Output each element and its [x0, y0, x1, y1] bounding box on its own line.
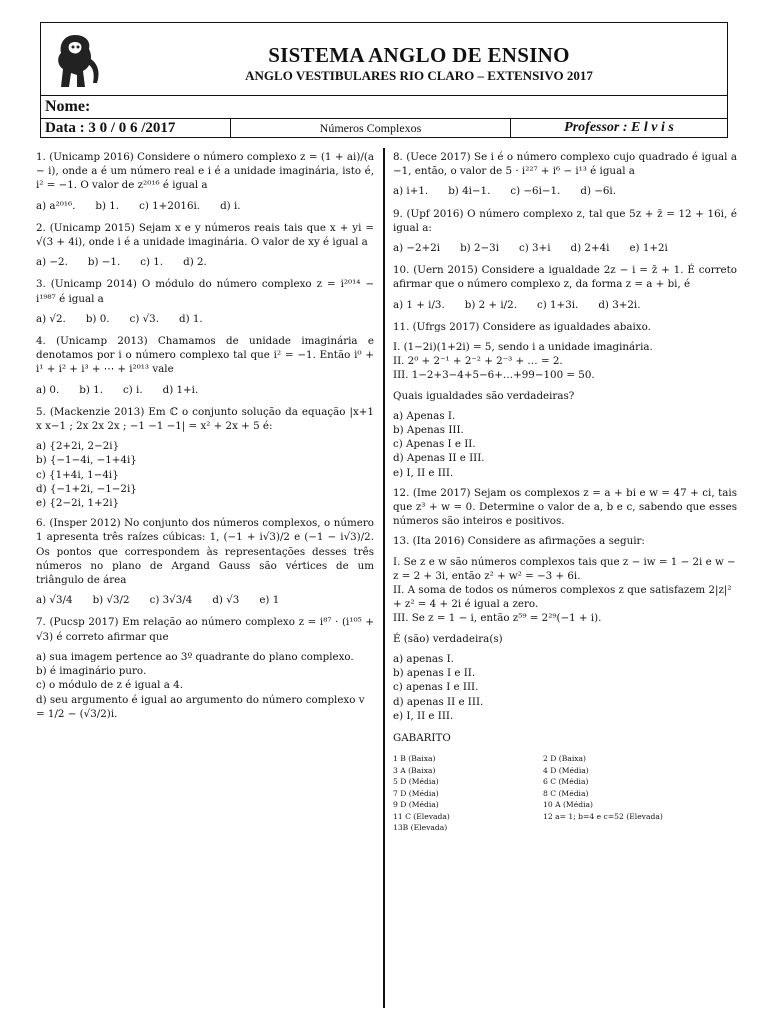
statement-list — [393, 555, 737, 626]
list-item: b) Apenas III. — [393, 424, 464, 437]
answer-option: a) 1 + i/3. — [393, 298, 445, 311]
lion-logo-icon — [47, 27, 117, 93]
answer-key-grid — [393, 753, 693, 834]
answer-key-item: 13B (Elevada) — [393, 823, 448, 833]
list-item: II. A soma de todos os números complexos z que satisfazem 2|z|² + z² = 4 + 2i é igual a zero. — [393, 584, 732, 611]
answer-options — [36, 199, 374, 213]
question-text: 13. (Ita 2016) Considere as afirmações a seguir: — [393, 535, 645, 548]
answer-option: a) a²⁰¹⁶. — [36, 199, 76, 212]
list-item: e) I, II e III. — [393, 466, 454, 479]
answer-key-item: 3 A (Baixa) — [393, 765, 436, 775]
answer-option: c) 1+2016i. — [139, 199, 201, 212]
answer-list — [393, 409, 737, 480]
answer-option: c) 1+3i. — [536, 298, 579, 311]
question-text: 5. (Mackenzie 2013) Em ℂ o conjunto solução da equação |x+1 x x−1 ; 2x 2x 2x ; −1 −1 −1| = x² + 2x + 5 é: — [36, 405, 374, 433]
answer-option: d) i. — [220, 199, 241, 212]
header-box — [40, 22, 728, 138]
answer-key-item: 8 C (Média) — [543, 788, 589, 798]
answer-option: a) i+1. — [393, 185, 429, 198]
statement-list — [36, 650, 374, 721]
list-item: III. 1−2+3−4+5−6+…+99−100 = 50. — [393, 369, 595, 382]
list-item: b) {−1−4i, −1+4i} — [36, 454, 137, 467]
answer-option: b) 2−3i — [460, 242, 499, 255]
answer-option: d) 2. — [183, 256, 207, 269]
answer-options — [36, 593, 374, 607]
answer-options — [36, 312, 374, 326]
right-column — [393, 150, 737, 834]
answer-key-item: 10 A (Média) — [543, 800, 593, 810]
answer-option: c) i. — [122, 383, 143, 396]
list-item: b) é imaginário puro. — [36, 665, 147, 678]
list-item: a) {2+2i, 2−2i} — [36, 440, 120, 453]
list-item: a) sua imagem pertence ao 3º quadrante do plano complexo. — [36, 650, 354, 663]
list-item: a) apenas I. — [393, 652, 454, 665]
list-item: I. (1−2i)(1+2i) = 5, sendo i a unidade imaginária. — [393, 341, 653, 354]
question-text: 8. (Uece 2017) Se i é o número complexo cujo quadrado é igual a −1, então, o valor de 5 · i²²⁷ + i⁶ − i¹³ é igual a — [393, 151, 737, 178]
left-column — [36, 150, 374, 727]
answer-option: a) −2. — [36, 256, 68, 269]
answer-option: d) 1. — [179, 312, 203, 325]
info-row — [41, 118, 727, 137]
list-item: d) seu argumento é igual ao argumento do número complexo v = 1/2 − (√3/2)i. — [36, 693, 365, 720]
answer-key-item: 12 a= 1; b=4 e c=52 (Elevada) — [543, 811, 663, 821]
list-item: a) Apenas I. — [393, 409, 456, 422]
answer-option: c) 3+i — [519, 242, 551, 255]
answer-key-item: 5 D (Média) — [393, 777, 439, 787]
answer-option: c) 1. — [140, 256, 164, 269]
answer-option: b) −1. — [87, 256, 121, 269]
statement-list — [36, 439, 374, 510]
list-item: d) {−1+2i, −1−2i} — [36, 482, 137, 495]
answer-option: d) 1+i. — [162, 383, 199, 396]
answer-key-item: 7 D (Média) — [393, 788, 439, 798]
answer-option: a) √3/4 — [36, 594, 73, 607]
question-prompt: É (são) verdadeira(s) — [393, 632, 503, 645]
answer-option: b) 0. — [85, 312, 110, 325]
list-item: b) apenas I e II. — [393, 667, 476, 680]
question-text: 6. (Insper 2012) No conjunto dos números complexos, o número 1 apresenta três raízes cúbicas: 1, (−1 + i√3)/2 e (−1 − i√3)/2. Os pontos que correspondem às representações desses três números no plano de Argand Gauss são vértices de um triângulo de área — [36, 517, 374, 587]
answer-option: d) 2+4i — [570, 242, 610, 255]
page-title: SISTEMA ANGLO DE ENSINO — [268, 43, 570, 67]
answer-option: b) √3/2 — [92, 594, 130, 607]
answer-option: e) 1 — [259, 594, 280, 607]
answer-key-item: 1 B (Baixa) — [393, 754, 436, 764]
topic-label: Números Complexos — [231, 119, 511, 137]
answer-option: c) √3. — [129, 312, 159, 325]
answer-option: c) −6i−1. — [510, 185, 561, 198]
answer-options — [393, 298, 737, 312]
statement-list — [393, 340, 737, 383]
page-subtitle: ANGLO VESTIBULARES RIO CLARO – EXTENSIVO 2017 — [245, 68, 593, 83]
professor-label: Professor : E l v i s — [564, 120, 674, 135]
answer-option: a) 0. — [36, 383, 60, 396]
answer-option: d) −6i. — [580, 185, 616, 198]
answer-options — [393, 241, 737, 255]
answer-key-item: 11 C (Elevada) — [393, 811, 450, 821]
answer-key-item: 4 D (Média) — [543, 765, 589, 775]
question-prompt: Quais igualdades são verdadeiras? — [393, 389, 575, 402]
question-text: 10. (Uern 2015) Considere a igualdade 2z − i = z̄ + 1. É correto afirmar que o número complexo z, da forma z = a + bi, é — [393, 264, 737, 291]
answer-key-item: 2 D (Baixa) — [543, 754, 587, 764]
date-label: Data : 3 0 / 0 6 /2017 — [41, 119, 231, 137]
answer-options — [36, 383, 374, 397]
question-text: 2. (Unicamp 2015) Sejam x e y números reais tais que x + yi = √(3 + 4i), onde i é a unidade imaginária. O valor de xy é igual a — [36, 221, 374, 249]
answer-option: b) 1. — [79, 383, 103, 396]
name-field[interactable] — [41, 95, 727, 118]
question-text: 4. (Unicamp 2013) Chamamos de unidade imaginária e denotamos por i o número complexo tal que i² = −1. Então i⁰ + i¹ + i² + i³ + ⋯ + i²⁰¹³ vale — [36, 335, 374, 376]
list-item: c) {1+4i, 1−4i} — [36, 468, 119, 481]
answer-list — [393, 652, 737, 723]
list-item: e) {2−2i, 1+2i} — [36, 497, 120, 510]
list-item: c) apenas I e III. — [393, 681, 479, 694]
list-item: d) Apenas II e III. — [393, 452, 485, 465]
answer-option: e) 1+2i — [629, 242, 668, 255]
list-item: d) apenas II e III. — [393, 695, 484, 708]
question-text: 9. (Upf 2016) O número complexo z, tal que 5z + z̄ = 12 + 16i, é igual a: — [393, 207, 737, 234]
answer-option: a) √2. — [36, 312, 66, 325]
question-text: 1. (Unicamp 2016) Considere o número complexo z = (1 + ai)/(a − i), onde a é um número real e i é a unidade imaginária, isto é, i² = −1. O valor de z²⁰¹⁶ é igual a — [36, 151, 374, 192]
answer-option: c) 3√3/4 — [149, 594, 193, 607]
question-text: 11. (Ufrgs 2017) Considere as igualdades abaixo. — [393, 320, 651, 333]
column-divider — [383, 148, 385, 1008]
answer-options — [36, 255, 374, 269]
list-item: e) I, II e III. — [393, 709, 454, 722]
list-item: c) o módulo de z é igual a 4. — [36, 679, 183, 692]
answer-key-item: 6 C (Média) — [543, 777, 589, 787]
name-label: Nome: — [45, 98, 91, 115]
answer-key-title: GABARITO — [393, 731, 451, 744]
list-item: II. 2⁰ + 2⁻¹ + 2⁻² + 2⁻³ + … = 2. — [393, 355, 563, 368]
list-item: I. Se z e w são números complexos tais que z − iw = 1 − 2i e w − z = 2 + 3i, então z² + w² = −3 + 6i. — [393, 555, 736, 582]
question-text: 7. (Pucsp 2017) Em relação ao número complexo z = i⁸⁷ · (i¹⁰⁵ + √3) é correto afirmar que — [36, 616, 374, 643]
list-item: c) Apenas I e II. — [393, 438, 476, 451]
answer-option: a) −2+2i — [393, 242, 441, 255]
answer-option: b) 2 + i/2. — [464, 298, 517, 311]
question-text: 12. (Ime 2017) Sejam os complexos z = a + bi e w = 47 + ci, tais que z³ + w = 0. Determine o valor de a, b e c, sabendo que esses números são inteiros e positivos. — [393, 486, 737, 528]
question-text: 3. (Unicamp 2014) O módulo do número complexo z = i²⁰¹⁴ − i¹⁹⁸⁷ é igual a — [36, 278, 374, 305]
answer-options — [393, 184, 737, 198]
list-item: III. Se z = 1 − i, então z⁵⁹ = 2²⁹(−1 + i). — [393, 612, 602, 625]
answer-option: b) 1. — [95, 199, 120, 212]
answer-option: d) √3 — [212, 594, 240, 607]
answer-key-item: 9 D (Média) — [393, 800, 439, 810]
answer-option: b) 4i−1. — [448, 185, 491, 198]
answer-option: d) 3+2i. — [598, 298, 641, 311]
